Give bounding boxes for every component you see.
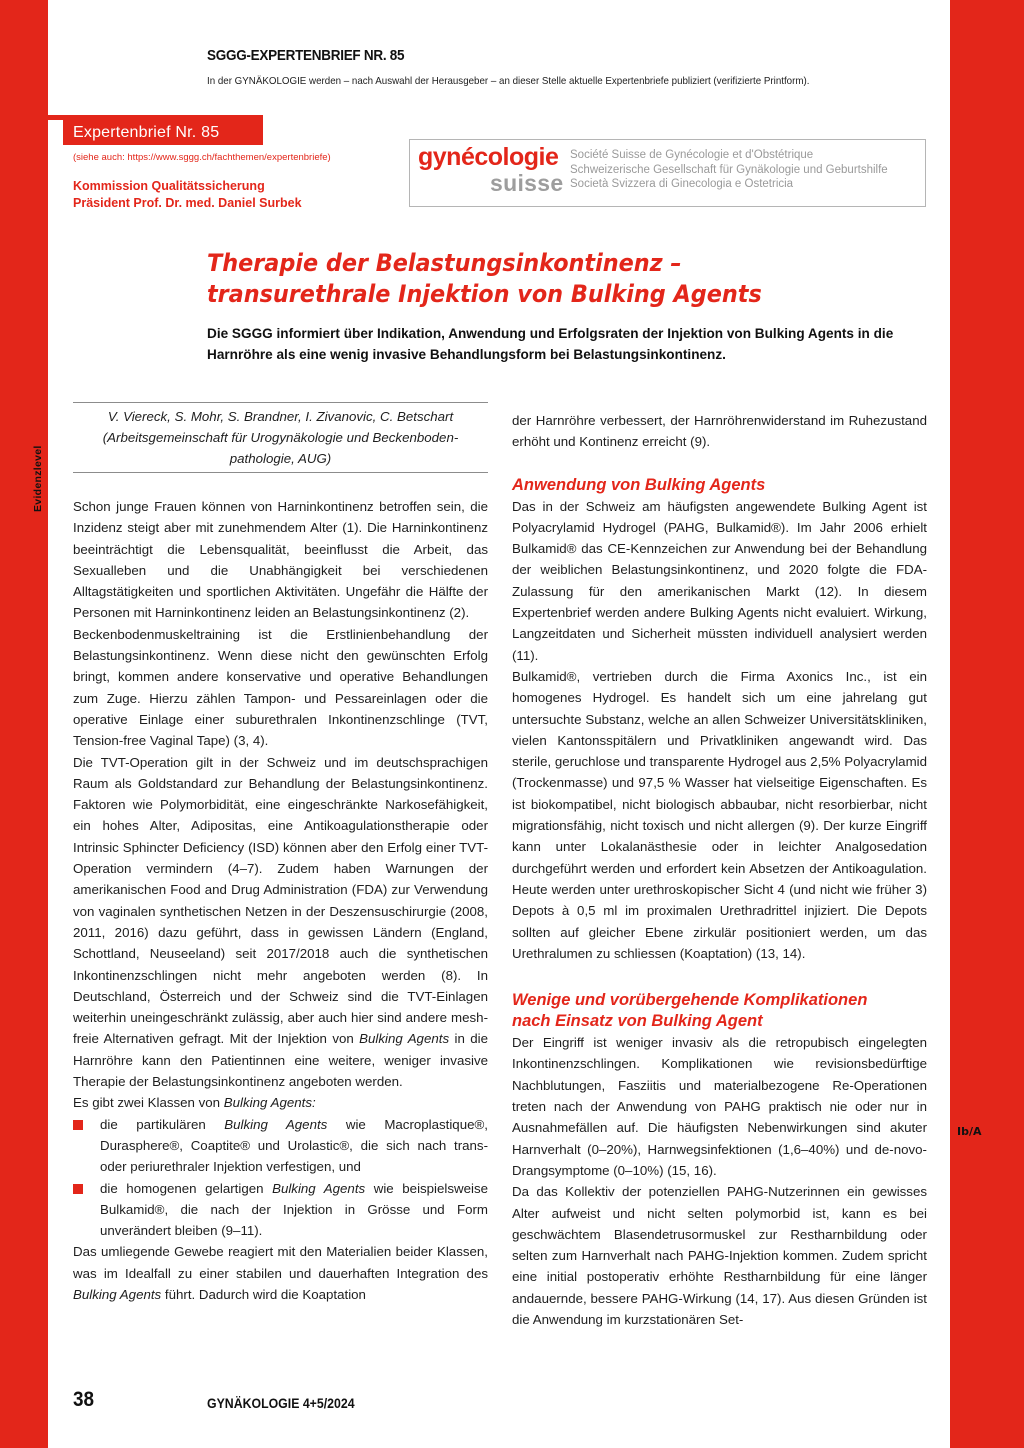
paragraph: Das in der Schweiz am häufigsten angewendete Bulking Agent ist Polyacrylamid Hydrogel (PAHG, Bulkamid®). Im Jahr 2006 erhielt Bulkamid® das CE-Kennzeichen zur Anwendung bei der Behandlung der weiblichen Belastungsinkontinenz, und 2020 folgte die FDA- Zulassung für den amerikanischen Markt (12). In diesem Expertenbrief werden andere Bulking Agents nicht evaluiert. Wirkung, Langzeitdaten und Sicherheit müssten individuell analysiert werden (11). — [512, 498, 927, 663]
journal-issue: GYNÄKOLOGIE 4+5/2024 — [207, 1395, 355, 1411]
article-title-line-1: Therapie der Belastungsinkontinenz – — [207, 249, 682, 277]
article-lead: Die SGGG informiert über Indikation, Anwendung und Erfolgsraten der Injektion von Bulking Agents in die Harnröhre als eine wenig invasive Behandlungsform bei Belastungsinkontinenz. — [207, 326, 894, 362]
left-text-column — [73, 402, 488, 1305]
paragraph: der Harnröhre verbessert, der Harnröhrenwiderstand im Ruhezustand erhöht und Kontinenz erreicht (9). — [512, 413, 927, 450]
logo-line-de: Schweizerische Gesellschaft für Gynäkologie und Geburtshilfe — [570, 163, 888, 176]
list-item: die partikulären Bulking Agents wie Macroplastique®, Durasphere®, Coaptite® und Urolastic®, die sich nach trans- oder periurethraler Injektion verfestigen, und — [73, 1114, 488, 1178]
paragraph: Es gibt zwei Klassen von Bulking Agents: — [73, 1095, 316, 1111]
logo-society-names — [570, 148, 888, 192]
commission-info — [73, 178, 302, 212]
right-text-column — [512, 410, 927, 1330]
authors-block — [73, 403, 488, 472]
paragraph: Schon junge Frauen können von Harninkontinenz betroffen sein, die Inzidenz steigt aber mit zunehmendem Alter (1). Die Harninkontinenz beeinträchtigt die Lebensqualität, beeinflusst die Arbeit, das Sexualleben und die Unabhängigkeit bei verschiedenen Alltagstätigkeiten und sportlichen Aktivitäten. Ungefähr die Hälfte der Personen mit Harninkontinenz leiden an Belastungsinkontinenz (2). — [73, 499, 488, 621]
logo-wordmark-gynecologie: gynécologie — [418, 143, 559, 171]
paragraph: Beckenbodenmuskeltraining ist die Erstlinienbehandlung der Belastungsinkontinenz. Wenn diese nicht den gewünschten Erfolg bringt, kommen andere konservative und operative Behandlungen zum Zuge. Hierzu zählen Tampon- und Pessareinlagen oder die operative Einlage einer suburethralen Inkontinenzschlinge (TVT, Tension-free Vaginal Tape) (3, 4). — [73, 626, 488, 749]
author-affiliation: (Arbeitsgemeinschaft für Urogynäkologie und Beckenboden- pathologie, AUG) — [102, 430, 459, 466]
logo-line-fr: Société Suisse de Gynécologie et d'Obstétrique — [570, 149, 814, 161]
evidence-level-label: Evidenzlevel — [32, 445, 44, 512]
article-title-line-2: transurethrale Injektion von Bulking Agents — [207, 280, 762, 308]
commission-name: Kommission Qualitätssicherung — [73, 179, 265, 193]
brief-number-label: Expertenbrief Nr. 85 — [63, 120, 263, 145]
evidence-level-value: Ib/A — [957, 1125, 982, 1138]
bullet-square-icon — [73, 1184, 83, 1194]
paragraph: Bulkamid®, vertrieben durch die Firma Axonics Inc., ist ein homogenes Hydrogel. Es handelt sich um eine jahrelang gut untersuchte Substanz, welche an allen Schweizer Universitätskliniken, vielen Kantonsspitälern und Privatkliniken angewandt wird. Das sterile, geruchlose und transparente Hydrogel aus 2,5% Polyacrylamid (Trockenmasse) und 97,5 % Wasser hat vielseitige Eigenschaften. Es ist biokompatibel, nicht biologisch abbaubar, nicht resorbierbar, nicht migrationsfähig, nicht toxisch und nicht allergen (9). Der kurze Eingriff kann unter Lokalanästhesie oder in leichter Analgosedation durchgeführt werden und erfordert kein Absetzen der Antikoagulation. Heute werden unter urethroskopischer Sicht 4 (und nicht wie früher 3) Depots à 0,5 ml im proximalen Urethradrittel injiziert. Die Depots sollten auf gleicher Ebene zirkulär positioniert werden, um das Urethralumen zu schliessen (Koaptation) (13, 14). — [512, 668, 927, 961]
author-names: V. Viereck, S. Mohr, S. Brandner, I. Zivanovic, C. Betschart — [107, 409, 454, 424]
paragraph: Die TVT-Operation gilt in der Schweiz und im deutschsprachigen Raum als Goldstandard zur Behandlung der Belastungsinkontinenz. Faktoren wie Polymorbidität, eine eingeschränkte Narkosefähigkeit, ein hohes Alter, Adipositas, eine Antikoagulationstherapie oder Intrinsic Sphincter Deficiency (ISD) können aber den Erfolg einer TVT-Operation vermindern (4–7). Zudem haben Warnungen der amerikanischen Food and Drug Administration (FDA) zur Verwendung von vaginalen synthetischen Netzen in der Deszensuschirurgie (2008, 2011, 2016) dazu geführt, dass in gewissen Ländern (England, Schottland, Neuseeland) seit 2017/2018 auch die synthetischen Inkontinenzschlingen nicht mehr angeboten werden (8). In Deutschland, Österreich und der Schweiz sind die TVT-Einlagen weiterhin uneingeschränkt zulässig, aber auch hier sind andere mesh-freie Alternativen gefragt. Mit der Injektion von Bulking Agents in die Harnröhre kann den Patientinnen eine weitere, weniger invasive Therapie der Belastungsinkontinenz angeboten werden. — [73, 754, 488, 1090]
commission-president: Präsident Prof. Dr. med. Daniel Surbek — [73, 196, 302, 210]
society-logo — [409, 139, 926, 207]
page-number: 38 — [73, 1388, 95, 1411]
logo-wordmark-suisse: suisse — [490, 170, 564, 196]
series-title: SGGG-EXPERTENBRIEF NR. 85 — [207, 47, 405, 64]
paragraph: Der Eingriff ist weniger invasiv als die retropubisch eingelegten Inkontinenzschlingen. Komplikationen wie revisionsbedürftige Nachblutungen, Fasziitis und materialbezogene Re-Operationen treten nach der Anwendung von PAHG praktisch nie oder nur in Ausnahmefällen auf. Die häufigsten Nebenwirkungen sind akuter Harnverhalt (0–20%), Harnwegsinfektionen (1,6–40%) und de-novo-Drangsymptome (0–10%) (15, 16). — [512, 1035, 927, 1178]
section-heading-anwendung: Anwendung von Bulking Agents — [512, 475, 766, 494]
logo-line-it: Società Svizzera di Ginecologia e Ostetricia — [570, 178, 794, 190]
article-title — [207, 248, 895, 310]
list-item: die homogenen gelartigen Bulking Agents wie beispielsweise Bulkamid®, die nach der Injektion in Grösse und Form unverändert bleiben (9–11). — [73, 1178, 488, 1242]
brief-reference-link[interactable]: (siehe auch: https://www.sggg.ch/fachthemen/expertenbriefe) — [73, 152, 331, 163]
left-red-margin-bar — [0, 0, 48, 1448]
series-note: In der GYNÄKOLOGIE werden – nach Auswahl der Herausgeber – an dieser Stelle aktuelle Expertenbriefe publiziert (verifizierte Printform). — [207, 75, 810, 87]
paragraph: Das umliegende Gewebe reagiert mit den Materialien beider Klassen, was im Idealfall zu einer stabilen und dauerhaften Integration des Bulking Agents führt. Dadurch wird die Koaptation — [73, 1244, 488, 1302]
paragraph: Da das Kollektiv der potenziellen PAHG-Nutzerinnen ein gewisses Alter aufweist und nicht selten polymorbid ist, kann es bei geschwächtem Blasendetrusormuskel zur Restharnbildung oder selten zum Harnverhalt nach PAHG-Injektion kommen. Zudem spricht eine initial postoperativ erhöhte Restharnbildung für eine länger andauernde, bessere PAHG-Wirkung (14, 17). Aus diesen Gründen ist die Anwendung im kurzstationären Set- — [512, 1184, 927, 1327]
bulking-agent-classes-list — [73, 1114, 488, 1242]
right-red-margin-bar — [950, 0, 1024, 1448]
section-heading-komplikationen: Wenige und vorübergehende Komplikationen nach Einsatz von Bulking Agent — [512, 991, 868, 1031]
bullet-square-icon — [73, 1120, 83, 1130]
